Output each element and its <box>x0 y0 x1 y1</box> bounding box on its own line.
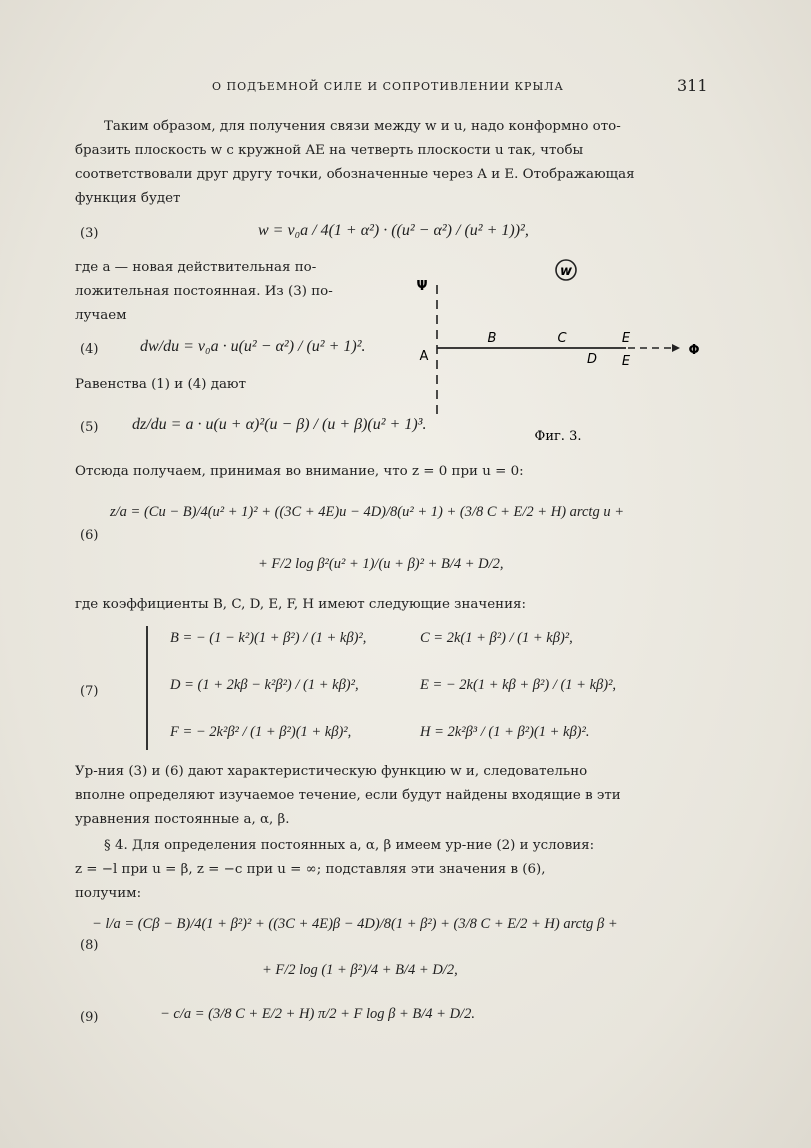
equation-4: dw/du = v₀a · u(u² − α²) / (u² + 1)². <box>140 338 366 355</box>
paragraph-7-line-1: § 4. Для определения постоянных a, α, β имеем ур-ние (2) и условия: <box>104 838 595 853</box>
figure-3 <box>410 250 710 450</box>
paragraph-7-line-2: z = −l при u = β, z = −c при u = ∞; подставляя эти значения в (6), <box>75 862 546 877</box>
point-D-label: D <box>586 352 598 367</box>
equation-9-label: (9) <box>80 1010 99 1025</box>
equation-6-label: (6) <box>80 528 99 543</box>
point-A-label: A <box>419 349 429 364</box>
paragraph-2-line-3: лучаем <box>75 308 127 323</box>
equation-3-label: (3) <box>80 226 99 241</box>
psi-axis-label: Ψ <box>416 279 428 294</box>
equation-3: w = v₀a / 4(1 + α²) · ((u² − α²) / (u² + 1))², <box>258 222 529 239</box>
paragraph-2-line-1: где a — новая действительная по- <box>75 260 317 275</box>
equation-7-label: (7) <box>80 684 99 699</box>
figure-caption: Фиг. 3. <box>534 429 582 444</box>
arrow-icon <box>672 344 680 352</box>
point-E-upper-label: E <box>621 331 631 346</box>
equation-8-label: (8) <box>80 938 99 953</box>
paragraph-1-line-1: Таким образом, для получения связи между w и u, надо конформно ото- <box>104 119 621 134</box>
equation-5-label: (5) <box>80 420 99 435</box>
equation-6-line-1: z/a = (Cu − B)/4(u² + 1)² + ((3C + 4E)u − 4D)/8(u² + 1) + (3/8 C + E/2 + H) arctg u + <box>110 504 624 520</box>
paragraph-1-line-3: соответствовали друг другу точки, обозначенные через A и E. Отображающая <box>75 167 635 182</box>
page-number: 311 <box>677 76 708 95</box>
paragraph-6-line-2: вполне определяют изучаемое течение, если будут найдены входящие в эти <box>75 788 621 803</box>
equation-4-label: (4) <box>80 342 99 357</box>
equation-7-H: H = 2k²β³ / (1 + β²)(1 + kβ)². <box>420 724 590 740</box>
equation-7-brace <box>146 626 148 750</box>
paragraph-1-line-4: функция будет <box>75 191 181 206</box>
equation-7-B: B = − (1 − k²)(1 + β²) / (1 + kβ)², <box>170 630 367 646</box>
paragraph-1-line-2: бразить плоскость w с кружной AE на четверть плоскости u так, чтобы <box>75 143 584 158</box>
paragraph-6-line-1: Ур-ния (3) и (6) дают характеристическую функцию w и, следовательно <box>75 764 588 779</box>
point-C-label: C <box>557 331 567 346</box>
equation-7-C: C = 2k(1 + β²) / (1 + kβ)², <box>420 630 573 646</box>
point-E-lower-label: E <box>621 354 631 369</box>
equation-8-line-2: + F/2 log (1 + β²)/4 + B/4 + D/2, <box>262 962 458 978</box>
paragraph-7-line-3: получим: <box>75 886 142 901</box>
equation-7-E: E = − 2k(1 + kβ + β²) / (1 + kβ)², <box>420 677 617 693</box>
equation-6-line-2: + F/2 log β²(u² + 1)/(u + β)² + B/4 + D/2, <box>258 556 504 572</box>
phi-axis-label: Φ <box>688 343 700 358</box>
running-title: О ПОДЪЕМНОЙ СИЛЕ И СОПРОТИВЛЕНИИ КРЫЛА <box>212 80 564 93</box>
point-B-label: B <box>487 331 497 346</box>
equation-9: − c/a = (3/8 C + E/2 + H) π/2 + F log β + B/4 + D/2. <box>160 1006 475 1022</box>
paragraph-4: Отсюда получаем, принимая во внимание, что z = 0 при u = 0: <box>75 464 524 479</box>
equation-8-line-1: − l/a = (Cβ − B)/4(1 + β²)² + ((3C + 4E)β − 4D)/8(1 + β²) + (3/8 C + E/2 + H) arctg β + <box>92 916 618 932</box>
paragraph-2-line-2: ложительная постоянная. Из (3) по- <box>75 284 333 299</box>
paragraph-6-line-3: уравнения постоянные a, α, β. <box>75 812 290 827</box>
equation-7-D: D = (1 + 2kβ − k²β²) / (1 + kβ)², <box>170 677 359 693</box>
paragraph-5: где коэффициенты B, C, D, E, F, H имеют следующие значения: <box>75 597 526 612</box>
w-plane-mark: w <box>559 264 573 279</box>
equation-5: dz/du = a · u(u + α)²(u − β) / (u + β)(u² + 1)³. <box>132 416 427 433</box>
equation-7-F: F = − 2k²β² / (1 + β²)(1 + kβ)², <box>170 724 352 740</box>
paragraph-3: Равенства (1) и (4) дают <box>75 377 246 392</box>
